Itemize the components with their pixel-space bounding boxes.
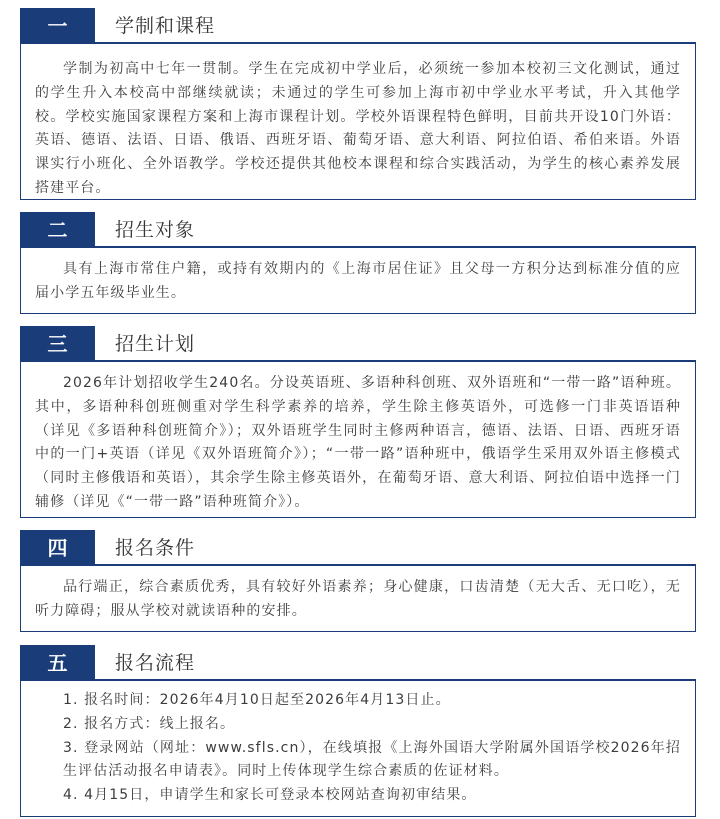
section-number-badge: 二	[20, 212, 95, 248]
section-number-badge: 一	[20, 8, 95, 44]
process-step: 4. 4月15日，申请学生和家长可登录本校网站查询初审结果。	[63, 787, 477, 804]
process-step: 2. 报名方式：线上报名。	[63, 715, 236, 732]
section-content-box	[20, 566, 696, 632]
section-paragraph: 学制为初高中七年一贯制。学生在完成初中学业后，必须统一参加本校初三文化测试，通过的学生升入本校高中部继续就读；未通过的学生可参加上海市初中学业水平考试，升入其他学校。学校实施国家课程方案和上海市课程计划。学校外语课程特色鲜明，目前共开设10门外语：英语、德语、法语、日语、俄语、西班牙语、葡萄牙语、意大利语、阿拉伯语、希伯来语。外语课实行小班化、全外语教学。学校还提供其他校本课程和综合实践活动，为学生的核心素养发展搭建平台。	[35, 61, 681, 196]
section-paragraph: 2026年计划招收学生240名。分设英语班、多语种科创班、双外语班和“一带一路”语种班。其中，多语种科创班侧重对学生科学素养的培养，学生除主修英语外，可选修一门非英语语种（详见《多语种科创班简介》）；双外语班学生同时主修两种语言，德语、法语、日语、西班牙语中的一门+英语（详见《双外语班简介》）；“一带一路”语种班中，俄语学生采用双外语主修模式（同时主修俄语和英语），其余学生除主修英语外，在葡萄牙语、意大利语、阿拉伯语中选择一门辅修（详见《“一带一路”语种班简介》）。	[35, 375, 681, 510]
section-header	[20, 326, 696, 362]
section-content-box	[20, 681, 696, 817]
section-header	[20, 212, 696, 248]
section-enrollment-plan	[20, 326, 696, 518]
section-title: 招生计划	[115, 333, 196, 355]
section-number-badge: 四	[20, 530, 95, 566]
section-application-process	[20, 645, 696, 817]
section-number-badge: 五	[20, 645, 95, 681]
section-paragraph: 具有上海市常住户籍，或持有效期内的《上海市居住证》且父母一方积分达到标准分值的应届小学五年级毕业生。	[35, 261, 681, 301]
section-header	[20, 645, 696, 681]
section-number-badge: 三	[20, 326, 95, 362]
section-application-requirements	[20, 530, 696, 632]
section-school-system	[20, 8, 696, 200]
section-content-box	[20, 248, 696, 314]
section-title: 报名流程	[115, 652, 196, 674]
section-title: 招生对象	[115, 219, 196, 241]
section-title: 报名条件	[115, 537, 196, 559]
section-header	[20, 530, 696, 566]
process-step: 1. 报名时间：2026年4月10日起至2026年4月13日止。	[63, 692, 451, 708]
process-step: 3. 登录网站（网址：www.sfls.cn），在线填报《上海外国语大学附属外国语学校2026年招生评估活动报名申请表》。同时上传体现学生综合素质的佐证材料。	[63, 739, 681, 780]
section-content-box	[20, 362, 696, 518]
section-title: 学制和课程	[115, 15, 216, 37]
section-paragraph: 品行端正，综合素质优秀，具有较好外语素养；身心健康，口齿清楚（无大舌、无口吃），无听力障碍；服从学校对就读语种的安排。	[35, 579, 681, 619]
section-enrollment-target	[20, 212, 696, 314]
section-header	[20, 8, 696, 44]
section-content-box	[20, 44, 696, 200]
